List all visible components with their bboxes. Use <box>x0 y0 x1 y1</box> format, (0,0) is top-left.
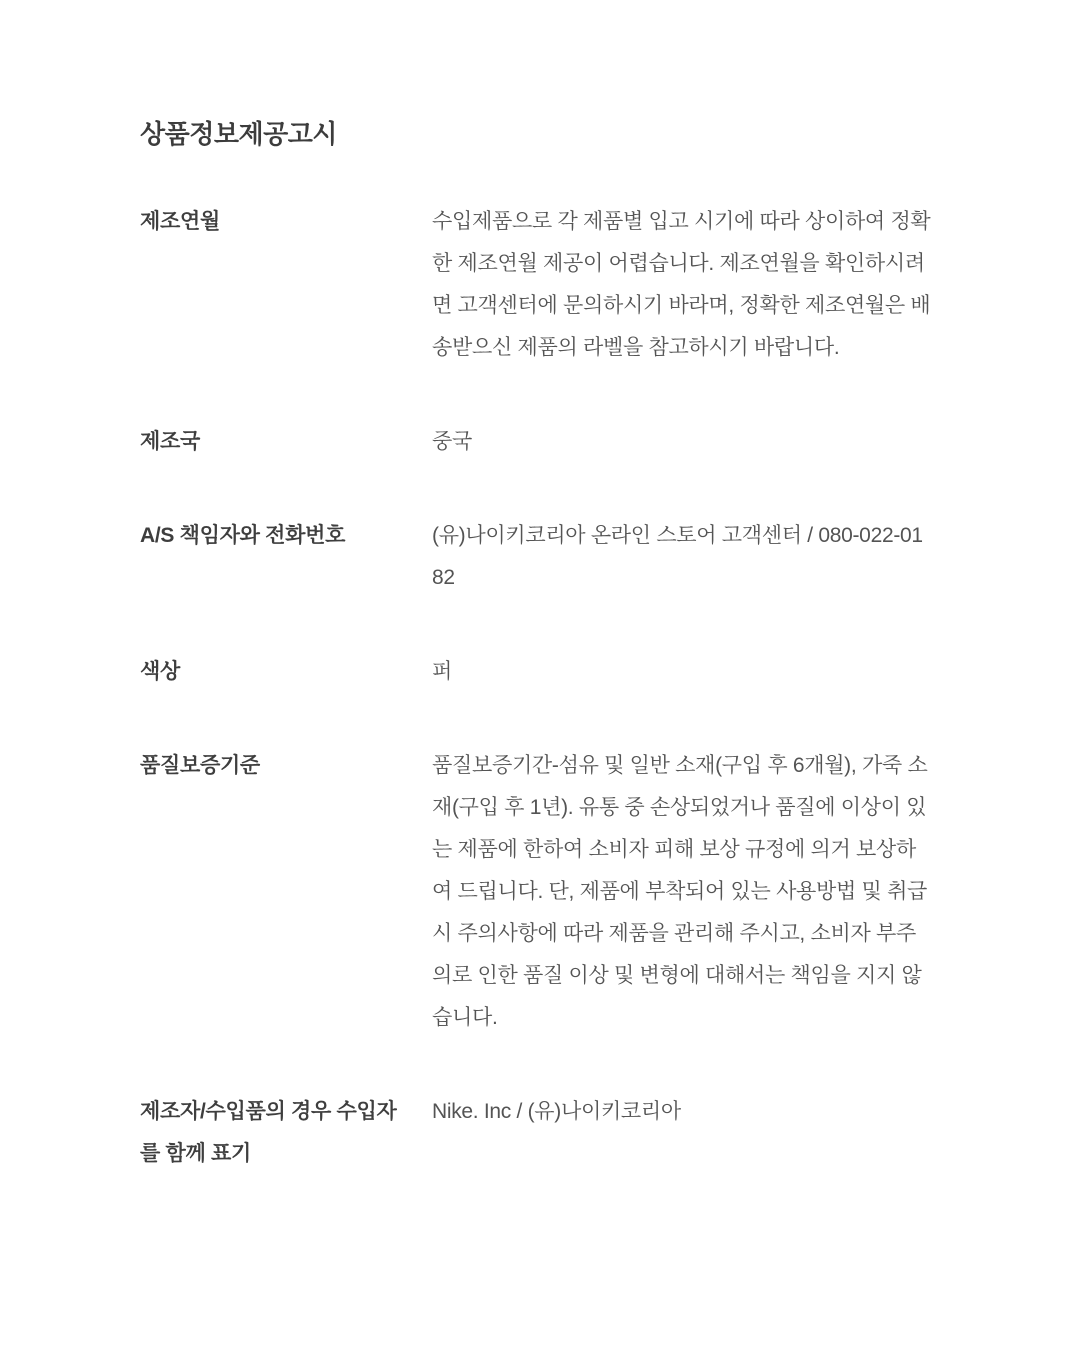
row-label-country-of-origin: 제조국 <box>140 430 200 453</box>
table-row <box>140 421 940 463</box>
row-value-color: 퍼 <box>432 660 452 683</box>
row-label-as-contact: A/S 책임자와 전화번호 <box>140 524 346 547</box>
row-label-color: 색상 <box>140 660 180 683</box>
row-label-manufacture-date: 제조연월 <box>140 210 220 233</box>
table-row <box>140 651 940 693</box>
row-value-quality-assurance: 품질보증기간-섬유 및 일반 소재(구입 후 6개월), 가죽 소재(구입 후 1년). 유통 중 손상되었거나 품질에 이상이 있는 제품에 한하여 소비자 피해 보상 규정에 의거 보상하여 드립니다. 단, 제품에 부착되어 있는 사용방법 및 취급 시 주의사항에 따라 제품을 관리해 주시고, 소비자 부주의로 인한 품질 이상 및 변형에 대해서는 책임을 지지 않습니다. <box>432 754 928 1029</box>
row-label-quality-assurance: 품질보증기준 <box>140 754 260 777</box>
table-row <box>140 745 940 1039</box>
row-label-manufacturer-importer: 제조자/수입품의 경우 수입자를 함께 표기 <box>140 1100 397 1165</box>
table-row <box>140 1091 940 1175</box>
table-row <box>140 515 940 599</box>
product-info-table <box>140 201 940 1175</box>
page-title: 상품정보제공고시 <box>140 119 337 149</box>
row-value-country-of-origin: 중국 <box>432 430 472 453</box>
row-value-manufacturer-importer: Nike. Inc / (유)나이키코리아 <box>432 1100 681 1123</box>
row-value-as-contact: (유)나이키코리아 온라인 스토어 고객센터 / 080-022-0182 <box>432 524 923 589</box>
table-row <box>140 201 940 369</box>
row-value-manufacture-date: 수입제품으로 각 제품별 입고 시기에 따라 상이하여 정확한 제조연월 제공이 어렵습니다. 제조연월을 확인하시려면 고객센터에 문의하시기 바라며, 정확한 제조연월은 배송받으신 제품의 라벨을 참고하시기 바랍니다. <box>432 210 931 359</box>
